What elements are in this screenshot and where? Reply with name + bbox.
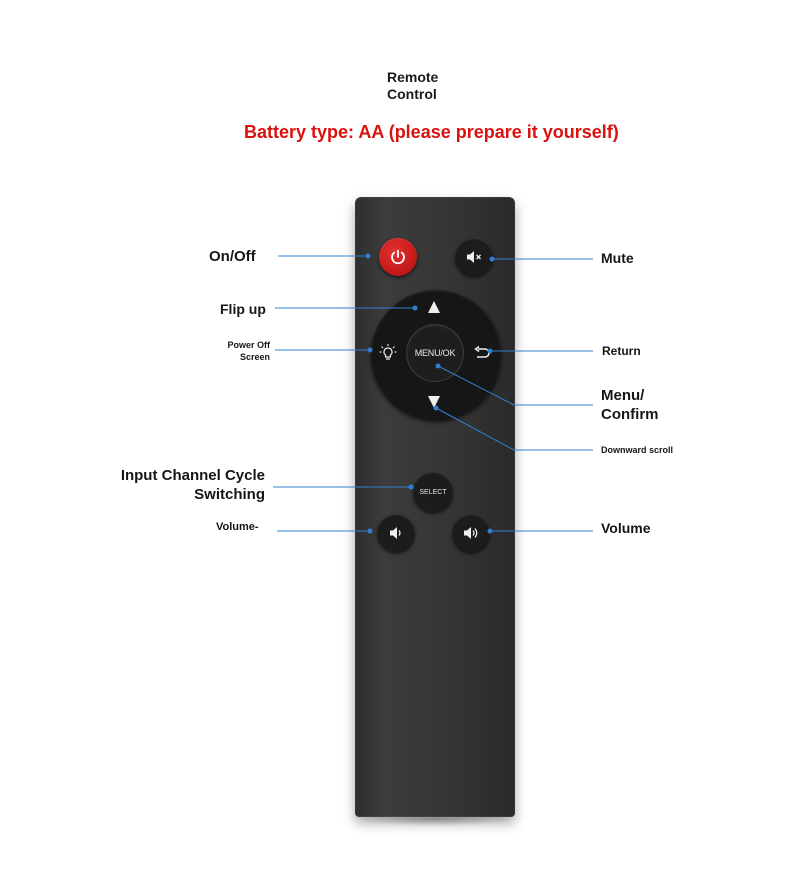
flip-up-button[interactable] [422,295,446,319]
label-power-off-line-2: Screen [239,352,270,362]
volume-down-button[interactable] [377,514,415,552]
lightbulb-icon [378,343,398,363]
label-menu-line-2: Confirm [601,406,659,423]
page-title [387,69,438,103]
label-input-line-2: Switching [194,486,265,503]
power-button[interactable] [379,238,417,276]
label-menu-line-1: Menu/ [601,387,645,404]
volume-up-icon [462,526,480,540]
label-power-off-screen [220,339,270,363]
label-menu-confirm [601,386,659,424]
label-return: Return [602,344,641,358]
select-button[interactable] [413,472,453,512]
label-input-channel [93,466,265,504]
mute-icon [465,250,483,264]
arrow-up-icon [427,300,441,314]
label-on-off: On/Off [209,248,256,265]
power-icon [389,248,407,266]
label-volume-up: Volume [601,520,651,536]
scroll-down-button[interactable] [422,390,446,414]
volume-down-icon [388,526,404,540]
battery-note: Battery type: AA (please prepare it yourself) [244,122,619,142]
mute-button[interactable] [455,238,493,276]
label-flip-up: Flip up [220,301,266,317]
title-line-1: Remote [387,69,439,85]
volume-up-button[interactable] [452,514,490,552]
select-label: SELECT [419,488,447,496]
title-line-2: Control [387,86,437,102]
label-volume-down: Volume- [216,521,259,533]
label-downward-scroll: Downward scroll [601,445,674,455]
menu-ok-label: MENU/OK [414,348,456,358]
label-power-off-line-1: Power Off [227,340,270,350]
arrow-down-icon [427,395,441,409]
return-icon [473,346,491,360]
power-off-screen-button[interactable] [376,341,400,365]
return-button[interactable] [470,342,494,364]
label-mute: Mute [601,250,634,266]
menu-ok-button[interactable] [407,325,463,381]
label-input-line-1: Input Channel Cycle [120,467,265,484]
